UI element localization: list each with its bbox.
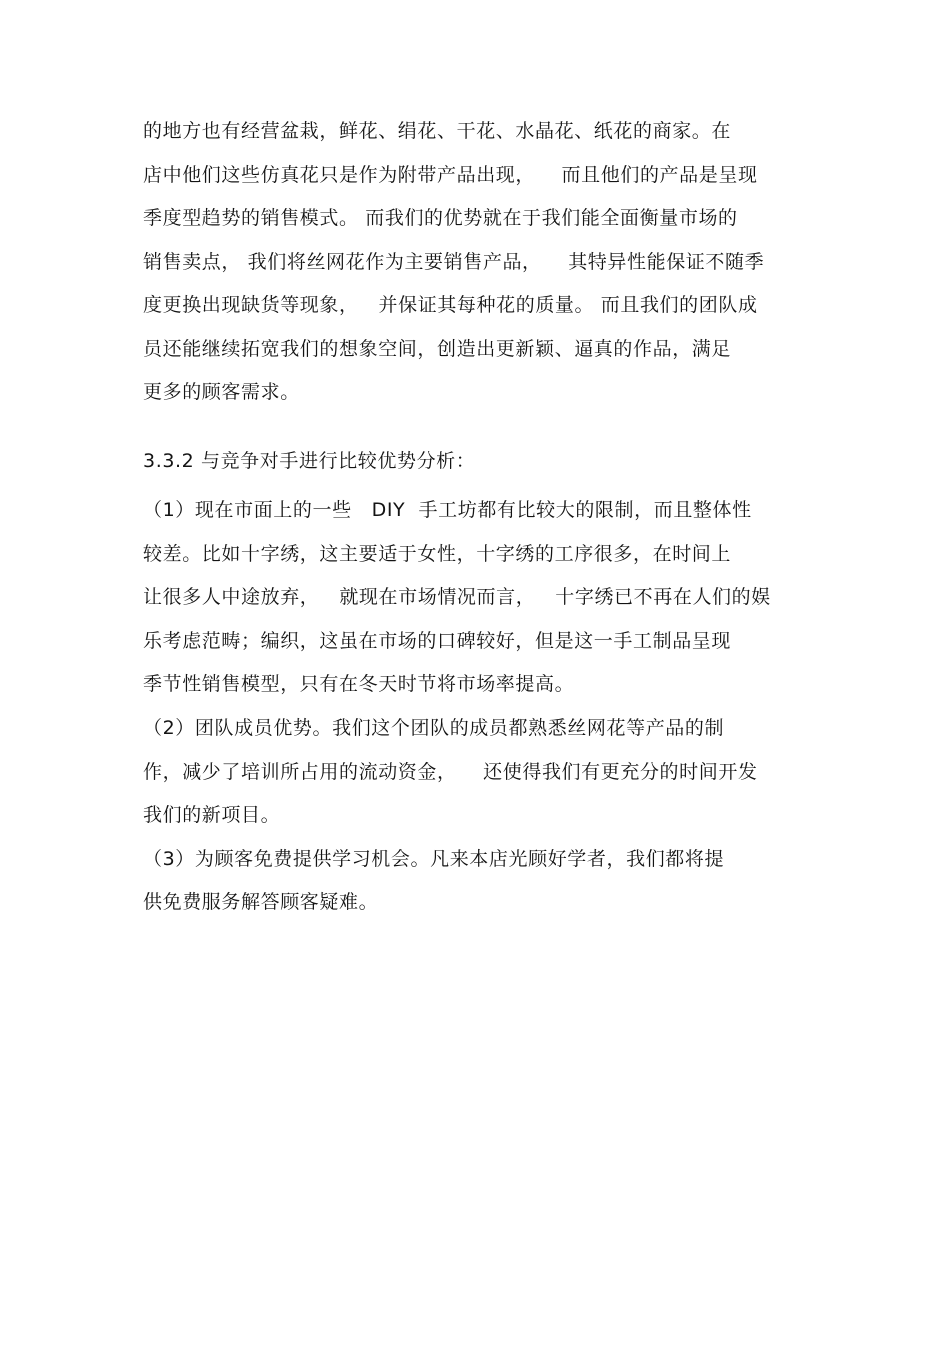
paragraph-line: 店中他们这些仿真花只是作为附带产品出现， 而且他们的产品是呈现 [143, 164, 758, 186]
list-item-line: 我们的新项目。 [143, 804, 281, 826]
list-item-line: 作，减少了培训所占用的流动资金， 还使得我们有更充分的时间开发 [143, 761, 758, 783]
paragraph-line: 的地方也有经营盆栽，鲜花、绢花、干花、水晶花、纸花的商家。在 [143, 120, 732, 142]
paragraph-line: 更多的顾客需求。 [143, 381, 300, 403]
list-item-line: 乐考虑范畴；编织，这虽在市场的口碑较好，但是这一手工制品呈现 [143, 630, 732, 652]
paragraph-line: 销售卖点， 我们将丝网花作为主要销售产品， 其特异性能保证不随季 [143, 251, 765, 273]
list-item-line: （1）现在市面上的一些 DIY 手工坊都有比较大的限制，而且整体性 [143, 499, 752, 521]
list-item-line: 较差。比如十字绣，这主要适于女性，十字绣的工序很多，在时间上 [143, 543, 732, 565]
paragraph-line: 度更换出现缺货等现象， 并保证其每种花的质量。 而且我们的团队成 [143, 294, 758, 316]
list-item-line: （2）团队成员优势。我们这个团队的成员都熟悉丝网花等产品的制 [143, 717, 725, 739]
list-item-line: 供免费服务解答顾客疑难。 [143, 891, 379, 913]
list-item-line: 让很多人中途放弃， 就现在市场情况而言， 十字绣已不再在人们的娱 [143, 586, 771, 608]
paragraph-line: 员还能继续拓宽我们的想象空间，创造出更新颖、逼真的作品，满足 [143, 338, 732, 360]
section-heading: 3.3.2 与竞争对手进行比较优势分析： [143, 450, 476, 472]
list-item-line: （3）为顾客免费提供学习机会。凡来本店光顾好学者，我们都将提 [143, 848, 725, 870]
list-item-line: 季节性销售模型，只有在冬天时节将市场率提高。 [143, 673, 575, 695]
paragraph-line: 季度型趋势的销售模式。 而我们的优势就在于我们能全面衡量市场的 [143, 207, 738, 229]
